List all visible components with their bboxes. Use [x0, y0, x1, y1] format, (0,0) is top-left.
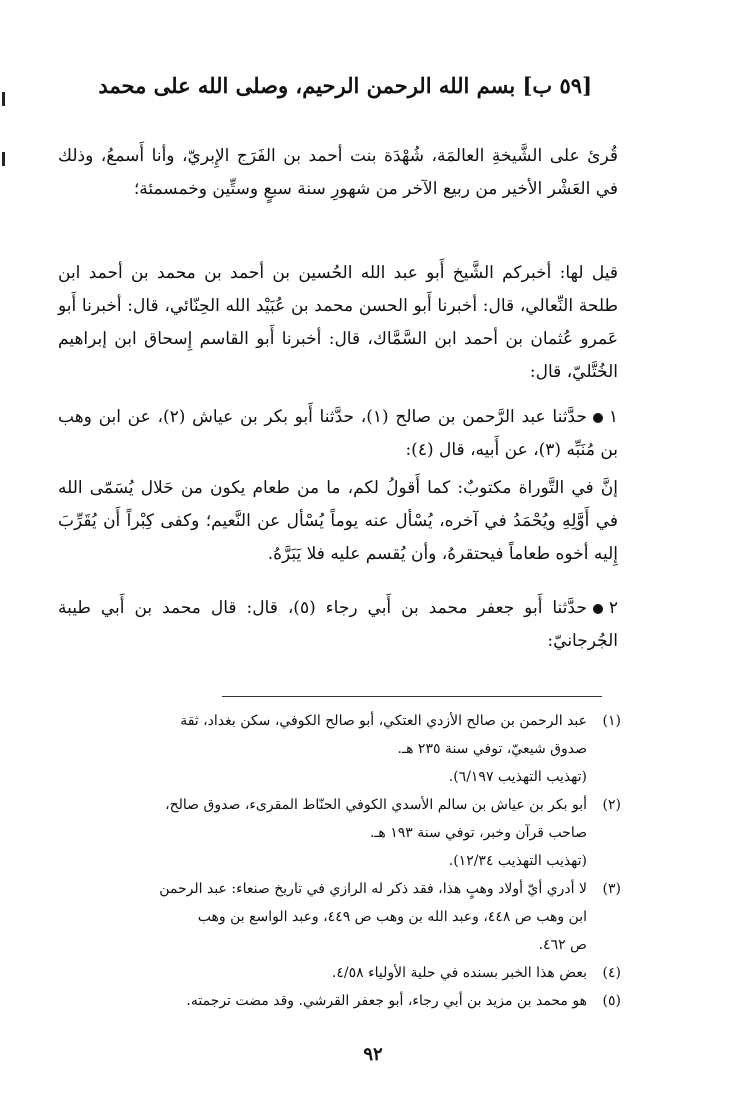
margin-mark	[2, 92, 5, 106]
footnote-line: صدوق شيعيّ، توفي سنة ٢٣٥ هـ.	[397, 741, 587, 757]
footnote-line: عبد الرحمن بن صالح الأزدي العتكي، أبو صالح الكوفي، سكن بغداد، ثقة	[180, 713, 587, 729]
hadith-2-number: ٢	[608, 598, 618, 618]
footnote-1	[46, 707, 621, 791]
footnote-line: ابن وهب ص ٤٤٨، وعبد الله بن وهب ص ٤٤٩، وعبد الواسع بن وهب	[197, 909, 587, 925]
hadith-1-chain	[58, 401, 618, 467]
intro-paragraph: قُرئ على الشَّيخةِ العالمَة، شُهْدَة بنت أحمد بن الفَرَج الإِبريّ، وأنا أَسمعُ، وذلك في العَشْر الأخير من ربيع الآخر من شهورِ سنة سبعٍ وستِّين وخمسمئة؛	[58, 146, 618, 199]
footnote-line: (تهذيب التهذيب ١٢/٣٤).	[448, 853, 587, 869]
footnote-line: (تهذيب التهذيب ٦/١٩٧).	[448, 769, 587, 785]
margin-mark	[2, 152, 5, 166]
footnotes	[46, 707, 621, 1015]
footnote-line: أبو بكر بن عياش بن سالم الأسدي الكوفي الحنّاط المقرىء، صدوق صالح،	[165, 797, 587, 813]
footnote-number: (١)	[602, 713, 621, 729]
isnad-paragraph: قيل لها: أخبركم الشَّيخ أَبو عبد الله الحُسين بن أحمد بن محمد بن أحمد ابن طلحة النِّعالي، قال: أخبرنا أَبو الحسن محمد بن عُبَيْد الله الحِنّائي، قال: أخبرنا أَبو عَمرو عُثمان بن أحمد ابن السَّمَّاك، قال: أخبرنا أَبو القاسم إِسحاق ابن إبراهيم الخُتَّليّ، قال:	[58, 263, 618, 382]
footnote-5	[46, 987, 621, 1015]
page-title: [٥٩ ب] بسم الله الرحمن الرحيم، وصلى الله على محمد	[98, 73, 592, 98]
hadith-2-chain	[58, 592, 618, 658]
footnote-number: (٢)	[602, 797, 621, 813]
footnote-line: صاحب قرآن وخبر، توفي سنة ١٩٣ هـ.	[369, 825, 587, 841]
bullet-icon	[593, 413, 603, 423]
footnote-number: (٣)	[602, 881, 621, 897]
hadith-1-text: إنَّ في التَّوراة مكتوبٌ: كما أَقولُ لكم، ما من طعام يكون من حَلال يُسَمّى الله في أَوَّلِهِ ويُحْمَدُ في آخره، يُسْأل عنه يوماً يُسْأل عن النَّعيم؛ وكفى كِبْراً أَن يُقَرِّبَ إِليه أخوه طعاماً فيحتقرهُ، وأن يُقسم عليه فلا يَبَرَّهُ.	[58, 478, 618, 564]
footnote-divider	[222, 696, 602, 697]
footnote-line: لا أدري أيّ أولاد وهبٍ هذا، فقد ذكر له الرازي في تاريخ صنعاء: عبد الرحمن	[159, 881, 587, 897]
footnote-number: (٥)	[602, 993, 621, 1009]
footnote-2	[46, 791, 621, 875]
footnote-line: ص ٤٦٢.	[538, 937, 587, 953]
hadith-1-chain-text: حدَّثنا عبد الرَّحمن بن صالح (١)، حدَّثنا أَبو بكر بن عياش (٢)، عن ابن وهب بن مُنَبِّه (٣)، عن أَبيه، قال (٤):	[58, 407, 618, 460]
bullet-icon	[593, 604, 603, 614]
hadith-2-chain-text: حدَّثنا أَبو جعفر محمد بن أَبي رجاء (٥)، قال: قال محمد بن أَبي طيبة الجُرجانيّ:	[58, 598, 618, 651]
hadith-1-number: ١	[608, 407, 618, 427]
footnote-line: بعض هذا الخبر بسنده في حلية الأولياء ٤/٥٨.	[331, 965, 587, 981]
page-number: ٩٢	[363, 1044, 383, 1065]
footnote-line: هو محمد بن مزيد بن أبي رجاء، أبو جعفر القرشي. وقد مضت ترجمته.	[186, 993, 587, 1009]
footnote-number: (٤)	[602, 965, 621, 981]
footnote-3	[46, 875, 621, 959]
footnote-4	[46, 959, 621, 987]
